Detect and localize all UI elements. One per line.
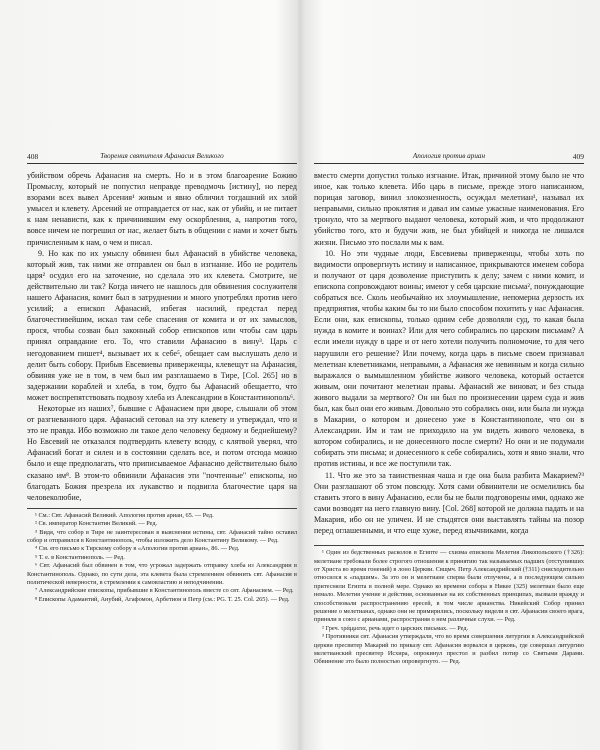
- left-page-body: [27, 170, 297, 503]
- left-page-number: 408: [27, 152, 39, 161]
- footnote: ³ Противники свт. Афанасия утверждали, что во время совершения литургии в Александрийской церкви пресвитер Макарий по приказу свт. Афанасия ворвался в церковь, где совершал литургию мелетианский пресвитер Исхира, опрокинул престол и разбил потир со Святыми Дарами. Обвинение это было полностью опровергнуто. — Ред.: [314, 633, 584, 666]
- right-page: [314, 150, 584, 667]
- footnote: ⁵ Т. е. в Константинополь. — Ред.: [35, 553, 125, 561]
- paragraph: вместо смерти допустил только изгнание. Итак, причиной этому было не что иное, как только клевета. Ибо царь в письме, прежде этого написанном, порицая заговор, винил злокозненность, осуждал мелетиан¹, называл их неправыми, сильно проклятия и давал им самые ужасные наименования. Его тронуло, что за мертвого выдают человека, который жив, и что продолжают убийство того, кто и будучи жив, не был убийцей и никогда не лишался жизни. Письмо это послали мы к вам.: [314, 171, 584, 247]
- footnote: ⁶ Свт. Афанасий был обвинен в том, что угрожал задержать отправку хлеба из Александрии в Константинополь. Однако, по сути дела, эта клевета была стремлением обвинить свт. Афанасия в политической неверности, в стремлении к самовластию и неподчинении.: [27, 562, 297, 587]
- left-footnotes: [27, 508, 297, 604]
- footnote: ⁷ Александрийские епископы, прибывшие в Константинополь вместе со свт. Афанасием. — Ред.: [35, 587, 294, 595]
- footnote: ⁴ См. его письмо к Тирскому собору в «Апологии против ариан», 86. — Ред.: [35, 545, 240, 553]
- paragraph: 10. Но эти чудные люди, Евсевиевы приверженцы, чтобы хоть по видимости опровергнуть истину и написанное, прикрываются именем собора и получают от царя дозволение приступить к делу; зачем с ними комит, и епископа сопровождают воины; имеют у себя царские письма², понуждающие собраться все. Сколь необычайно их злоумышление, непомерна дерзость их предприятия, чтобы каким бы то ни было способом похитить у нас Афанасия. Если они, как епископы, только одним себе дозволяли суд, то какая была нужда в комите и воинах? Или для чего собирались по царским письмам? А если имели нужду в царе и от него хотели получить полномочие, то для чего нарушили его решение? Или почему, когда царь в письме своем признавал мелетиан клеветниками, неправыми, а Афанасия же невинным и когда сильно выражался о вымышленном убийстве живого человека, который остается живым, они почитают мелетиан правы. Афанасий же виноват, и без стыда живого выдали за мертвого? Он ни был по произнесении царем суда и жив был, как был они его живым. Довольно это собрались они, или была ли нужда в Макарии, о котором и донесено уже в Константинополе, что он в Александрии. Им и там не приходило на ум видеть живого человека, в котором собирались, и не донесенного после смерти? Но они и не подумали собирать эти письма; и донесенного к себе собирались, хотя и явно знали, что против истины, и все же поступили так.: [314, 248, 584, 469]
- left-page-header: [27, 150, 297, 164]
- right-page-body: [314, 170, 584, 536]
- left-page: [27, 150, 297, 604]
- right-page-header: [314, 150, 584, 164]
- paragraph: убийством обречь Афанасия на смерть. Но и в этом благоарение Божию Промыслу, который не попустил неправде преводмочь [истину], но перед взорами всех вывел Арсения¹ живым и явно обличил тогдашний их злой умысел и клевету. Арсений не отправдается от нас, как от убийц, и не питает к нам ненависти, как к причинившим ему оскорбления, а, напротив того, вовсе ничем не погрешил от нас, желает быть в общении с нами и хочет быть причисленным к нам, о чем и писал.: [27, 171, 297, 247]
- footnote: ¹ См.: Свт. Афанасий Великий. Апология против ариан, 65. — Ред.: [35, 511, 214, 519]
- paragraph: 9. Но как по их умыслу обвинен был Афанасий в убийстве человека, который жив, так ними же отправлен он был в изгнание. Ибо не родитель царя² осудил его на заточение, но сделала это их клевета. Смотрите, не действительно ли так? Когда ничего не нашлось для обвинения сослужителя нашего Афанасия, комит был в затруднении и много употреблял против него усилий; а епископ Афанасий, избегая насилий, предстал перед благочестивейшим, искал там себе спасения от комита и от их замыслов, прося, чтобы созван был законный собор епископов или чтобы сам царь принял оправдание его. То, что ставили Афанасию в вину³. Царь с негодованием пишет⁴, вызывает их к себе⁵, обещает сам выслушать дело и делит быть собору. Прибыв Евсевиевы приверженцы, клевещут на Афанасия, обвиняя уже не в том, в чем был им разглашаемо в Тире, [Col. 265] но в задержании кораблей и хлеба, в том, будто бы Афанасий обещаетто, что может воспрепятствовать подвозу хлеба из Александрии в Константинополь⁶.: [27, 248, 297, 402]
- paragraph: Некоторые из наших⁷, бывшие с Афанасием при дворе, слышали об этом от разгневанного царя. Афанасий сетовал на эту клевету и утверждал, что и это не правда. Ибо возможно ли такое дело человеку бедному и беднейшему? Но Евсевий не отказался подтвердить клевету всюду, с клятвой уверял, что Афанасий богат и силен и в состоянии сделать все, и потом отсюда можно было и еще предполагать, что приписываемое Афанасию действительно было сказано им⁸. В этом-то обвинили Афанасия эти "почтенные" епископы, но благодать Божия презрела их лукавство и подвигла благочестие царя на человеколюбие,: [27, 403, 297, 502]
- right-page-number: 409: [572, 152, 584, 161]
- right-footnotes: [314, 545, 584, 667]
- footnote: ² Св. император Константин Великий. — Ред.: [35, 520, 158, 528]
- footnote: ³ Видя, что собор в Тире не заинтересован в выяснении истины, свт. Афанасий тайно оставил собор и отправился в Константинополь, чтобы изложить дело Константину Великому. — Ред.: [27, 528, 297, 545]
- footnote: ¹ Один из бедственных расколов в Египте — схизма епископа Мелетия Ликопольского (†326): мелетиане требовали более строгого отношения к принятию так называемых падших (отступивших от Христа во время гонений) в лоно Церкви. Свщмч. Петр Александрийский (†311) снисходительно относился к «падшим». За это он и мелетиане сперва были отлучены, а в последующем сильно притесняли Египта в полной мере. Однако ко времени собора в Никее (325) мелетиан было еще немало. Мелетия учение и действия, основанные на их собственных принципах, вызвали вражду и способствовали распространению ересей, в том числе арианства. Никейский Собор принял решение о мелетианах, однако они не примирились, поскольку видели в свт. Афанасии своего врага, приняли в союз с арианами, распространяя о нем различные слухи. — Ред.: [314, 549, 584, 624]
- footnote: ⁸ Епископы Адамантий, Анубий, Агафомон, Арбетион и Петр (см.: PG. T. 25. Col. 265). — Ред.: [35, 595, 290, 603]
- footnote: ² Греч. τράμματα, речь идет о царских письмах. — Ред.: [322, 624, 469, 632]
- right-running-title: Апология против ариан: [412, 152, 486, 160]
- paragraph: 11. Что же это за таинственная чаша и где она была разбита Макарием?³ Они разглашают об этом повсюду. Хотя сами обвинители не осмелились бы ставить этого в вину Афанасию, если бы не были подговорены ими, однако же сами возводят на него главную вину. [Col. 268] которой не должна падать и на Макария, ибо он не уличен. И не стыдятся они выставлять тайны на позор перед оглашенными, и что еще хуже, перед язычниками, когда: [314, 470, 584, 535]
- left-running-title: Творения святителя Афанасия Великого: [100, 152, 224, 160]
